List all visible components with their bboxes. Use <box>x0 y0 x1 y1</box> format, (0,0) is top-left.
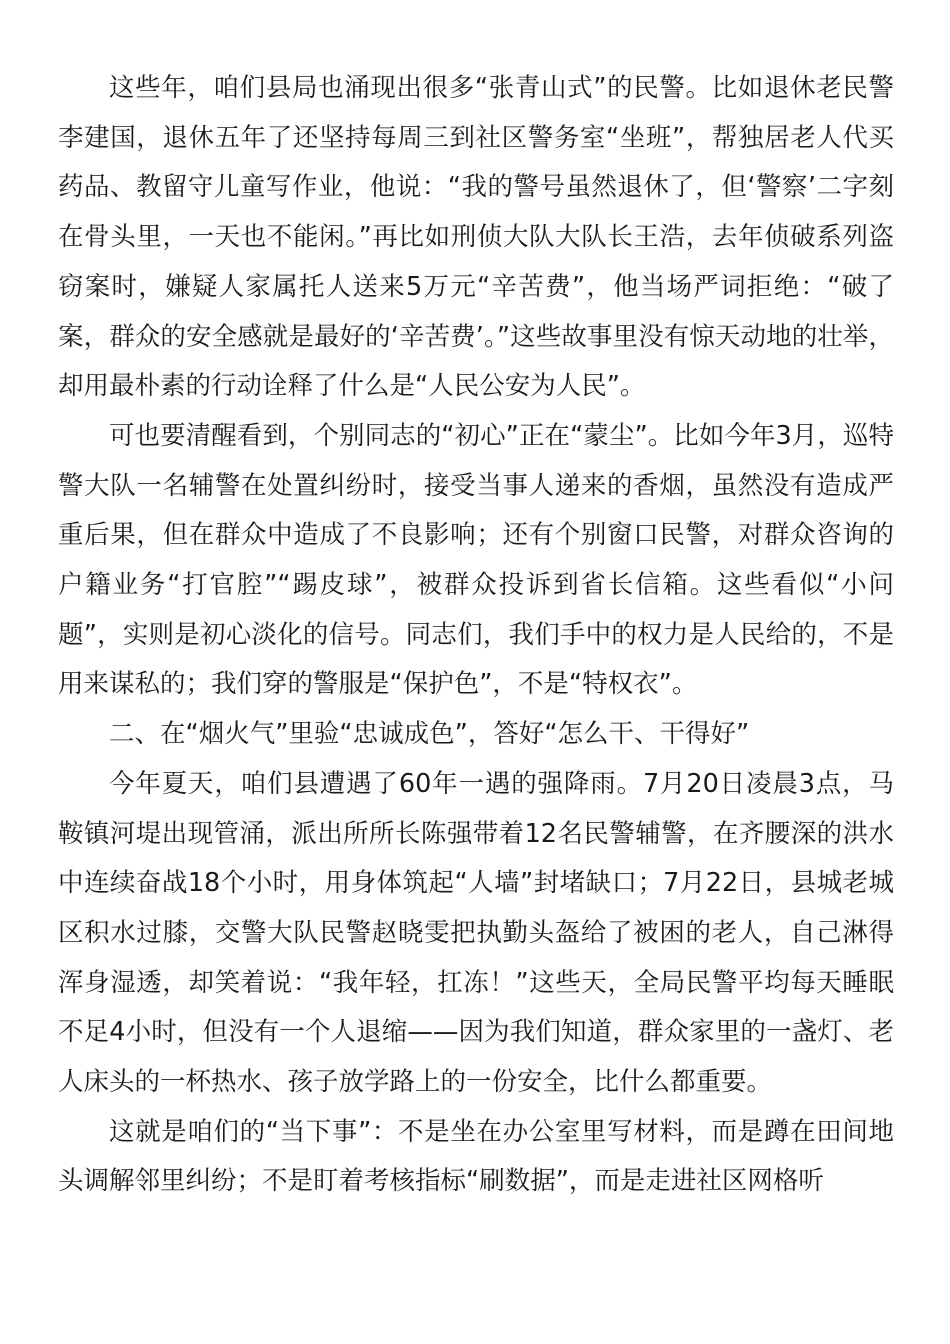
paragraph-warning: 可也要清醒看到，个别同志的“初心”正在“蒙尘”。比如今年3月，巡特警大队一名辅警在处置纠纷时，接受当事人递来的香烟，虽然没有造成严重后果，但在群众中造成了不良影响；还有个别窗口民警，对群众咨询的户籍业务“打官腔”“踢皮球”，被群众投诉到省长信箱。这些看似“小问题”，实则是初心淡化的信号。同志们，我们手中的权力是人民给的，不是用来谋私的；我们穿的警服是“保护色”，不是“特权衣”。 <box>58 420 894 700</box>
document-body <box>58 64 894 1207</box>
paragraph-flood: 今年夏天，咱们县遭遇了60年一遇的强降雨。7月20日凌晨3点，马鞍镇河堤出现管涌，派出所所长陈强带着12名民警辅警，在齐腰深的洪水中连续奋战18个小时，用身体筑起“人墙”封堵缺口；7月22日，县城老城区积水过膝，交警大队民警赵晓雯把执勤头盔给了被困的老人，自己淋得浑身湿透，却笑着说：“我年轻，扛冻！”这些天，全局民警平均每天睡眠不足4小时，但没有一个人退缩——因为我们知道，群众家里的一盏灯、老人床头的一杯热水、孩子放学路上的一份安全，比什么都重要。 <box>58 768 894 1098</box>
paragraph-examples: 这些年，咱们县局也涌现出很多“张青山式”的民警。比如退休老民警李建国，退休五年了还坚持每周三到社区警务室“坐班”，帮独居老人代买药品、教留守儿童写作业，他说：“我的警号虽然退休了，但‘警察’二字刻在骨头里，一天也不能闲。”再比如刑侦大队大队长王浩，去年侦破系列盗窃案时，嫌疑人家属托人送来5万元“辛苦费”，他当场严词拒绝：“破了案，群众的安全感就是最好的‘辛苦费’。”这些故事里没有惊天动地的壮举，却用最朴素的行动诠释了什么是“人民公安为人民”。 <box>58 73 894 402</box>
paragraph-current-tasks: 这就是咱们的“当下事”：不是坐在办公室里写材料，而是蹲在田间地头调解邻里纠纷；不是盯着考核指标“刷数据”，而是走进社区网格听 <box>58 1116 894 1197</box>
section-heading: 二、在“烟火气”里验“忠诚成色”，答好“怎么干、干得好” <box>109 719 750 750</box>
